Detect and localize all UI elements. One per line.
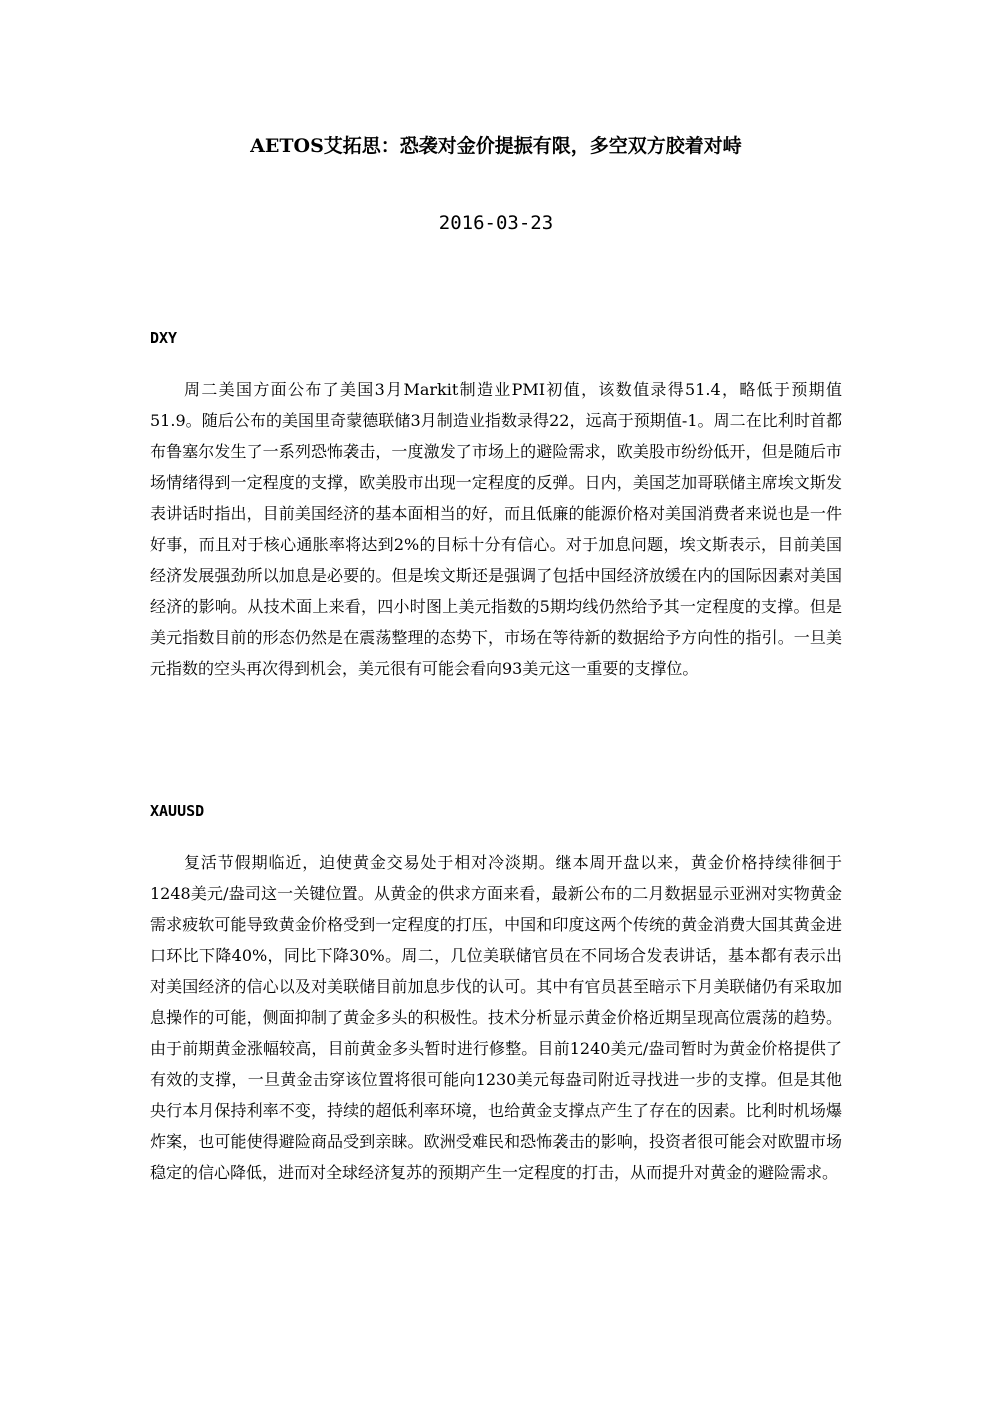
section-heading-dxy: DXY	[150, 329, 178, 347]
section-heading-xauusd: XAUUSD	[150, 802, 205, 820]
document-date: 2016-03-23	[438, 212, 554, 234]
section-body-dxy: 周二美国方面公布了美国3月Markit制造业PMI初值，该数值录得51.4，略低于预期值51.9。随后公布的美国里奇蒙德联储3月制造业指数录得22，远高于预期值-1。周二在比利时首都布鲁塞尔发生了一系列恐怖袭击，一度激发了市场上的避险需求，欧美股市纷纷低开，但是随后市场情绪得到一定程度的支撑，欧美股市出现一定程度的反弹。日内，美国芝加哥联储主席埃文斯发表讲话时指出，目前美国经济的基本面相当的好，而且低廉的能源价格对美国消费者来说也是一件好事，而且对于核心通胀率将达到2%的目标十分有信心。对于加息问题，埃文斯表示，目前美国经济发展强劲所以加息是必要的。但是埃文斯还是强调了包括中国经济放缓在内的国际因素对美国经济的影响。从技术面上来看，四小时图上美元指数的5期均线仍然给予其一定程度的支撑。但是美元指数目前的形态仍然是在震荡整理的态势下，市场在等待新的数据给予方向性的指引。一旦美元指数的空头再次得到机会，美元很有可能会看向93美元这一重要的支撑位。	[150, 380, 842, 678]
section-body-xauusd: 复活节假期临近，迫使黄金交易处于相对冷淡期。继本周开盘以来，黄金价格持续徘徊于1248美元/盎司这一关键位置。从黄金的供求方面来看，最新公布的二月数据显示亚洲对实物黄金需求疲软可能导致黄金价格受到一定程度的打压，中国和印度这两个传统的黄金消费大国其黄金进口环比下降40%，同比下降30%。周二，几位美联储官员在不同场合发表讲话，基本都有表示出对美国经济的信心以及对美联储目前加息步伐的认可。其中有官员甚至暗示下月美联储仍有采取加息操作的可能，侧面抑制了黄金多头的积极性。技术分析显示黄金价格近期呈现高位震荡的趋势。由于前期黄金涨幅较高，目前黄金多头暂时进行修整。目前1240美元/盎司暂时为黄金价格提供了有效的支撑，一旦黄金击穿该位置将很可能向1230美元每盎司附近寻找进一步的支撑。但是其他央行本月保持利率不变，持续的超低利率环境，也给黄金支撑点产生了存在的因素。比利时机场爆炸案，也可能使得避险商品受到亲睐。欧洲受难民和恐怖袭击的影响，投资者很可能会对欧盟市场稳定的信心降低，进而对全球经济复苏的预期产生一定程度的打击，从而提升对黄金的避险需求。	[150, 853, 842, 1182]
document-title: AETOS艾拓思：恐袭对金价提振有限，多空双方胶着对峙	[250, 135, 742, 157]
